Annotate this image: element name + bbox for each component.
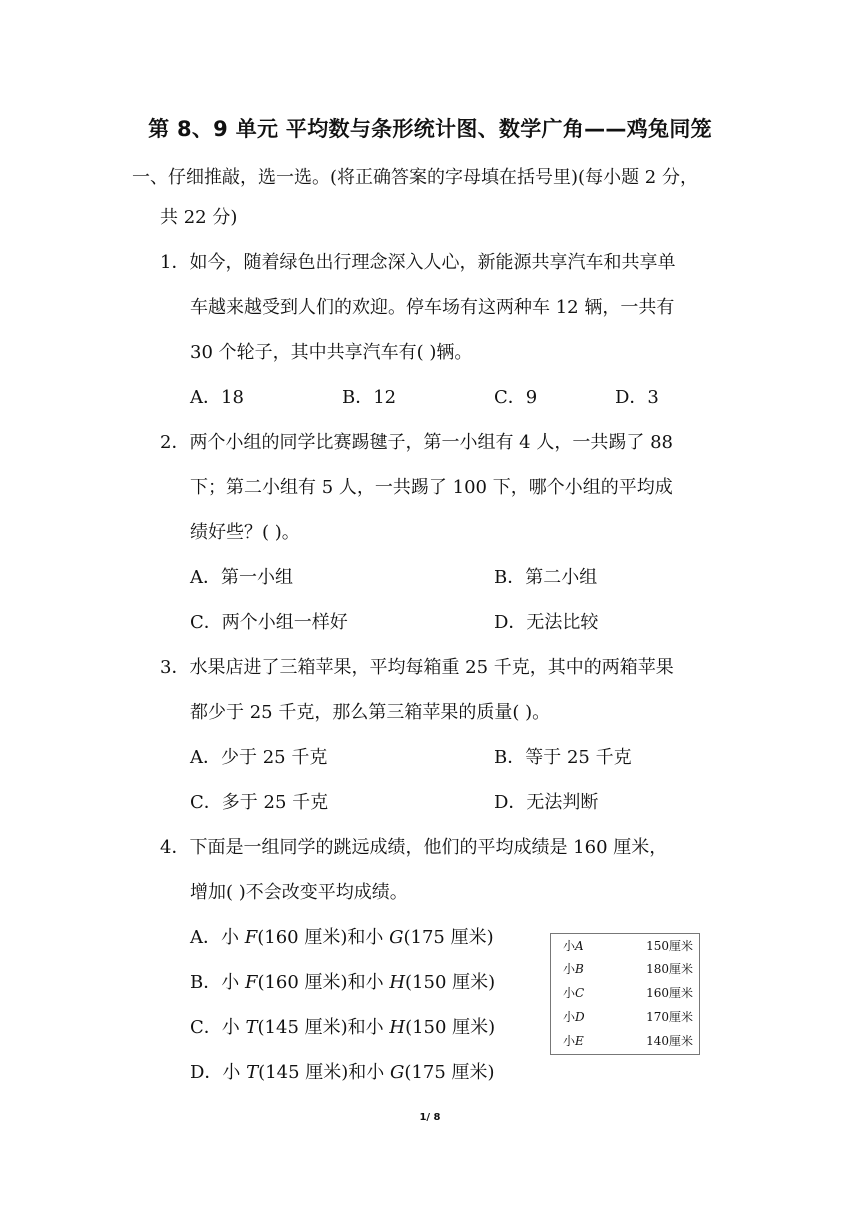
option-b: B．小 F(160 厘米)和小 H(150 厘米) [190, 972, 496, 993]
question-text: 增加( )不会改变平均成绩。 [190, 882, 408, 903]
question-text: 下；第二小组有 5 人，一共踢了 100 下，哪个小组的平均成 [190, 477, 673, 498]
table-row: 小B 180厘米 [563, 962, 693, 977]
question-text: 1．如今，随着绿色出行理念深入人心，新能源共享汽车和共享单 [160, 252, 676, 273]
page-title: 第 8、9 单元 平均数与条形统计图、数学广角——鸡兔同笼 [148, 117, 712, 141]
question-text: 绩好些？( )。 [190, 522, 300, 543]
question-text: 30 个轮子，其中共享汽车有( )辆。 [190, 342, 473, 363]
option-d: D．小 T(145 厘米)和小 G(175 厘米) [190, 1062, 495, 1083]
section-heading: 一、仔细推敲，选一选。(将正确答案的字母填在括号里)(每小题 2 分， [132, 167, 698, 188]
question-text: 都少于 25 千克，那么第三箱苹果的质量( )。 [190, 702, 551, 723]
option-d: D．无法判断 [494, 792, 599, 813]
option-a: A．18 [190, 387, 244, 408]
option-a: A．少于 25 千克 [190, 747, 328, 768]
question-text: 车越来越受到人们的欢迎。停车场有这两种车 12 辆，一共有 [190, 297, 675, 318]
option-d: D．3 [615, 387, 659, 408]
question-text: 2．两个小组的同学比赛踢毽子，第一小组有 4 人，一共踢了 88 [160, 432, 673, 453]
option-b: B．12 [342, 387, 397, 408]
option-b: B．第二小组 [494, 567, 598, 588]
question-text: 3．水果店进了三箱苹果，平均每箱重 25 千克，其中的两箱苹果 [160, 657, 674, 678]
long-jump-score-table [550, 933, 700, 1055]
option-b: B．等于 25 千克 [494, 747, 632, 768]
option-c: C．9 [494, 387, 538, 408]
option-a: A．小 F(160 厘米)和小 G(175 厘米) [190, 927, 494, 948]
page-number: 1/ 8 [419, 1112, 441, 1123]
option-c: C．小 T(145 厘米)和小 H(150 厘米) [190, 1017, 496, 1038]
table-row: 小A 150厘米 [563, 938, 693, 953]
option-c: C．两个小组一样好 [190, 612, 348, 633]
table-row: 小D 170厘米 [563, 1010, 693, 1025]
option-c: C．多于 25 千克 [190, 792, 329, 813]
table-row: 小E 140厘米 [563, 1034, 693, 1049]
section-heading-cont: 共 22 分) [160, 207, 238, 228]
question-text: 4．下面是一组同学的跳远成绩，他们的平均成绩是 160 厘米， [160, 837, 668, 858]
table-row: 小C 160厘米 [563, 986, 693, 1001]
option-d: D．无法比较 [494, 612, 599, 633]
option-a: A．第一小组 [190, 567, 293, 588]
